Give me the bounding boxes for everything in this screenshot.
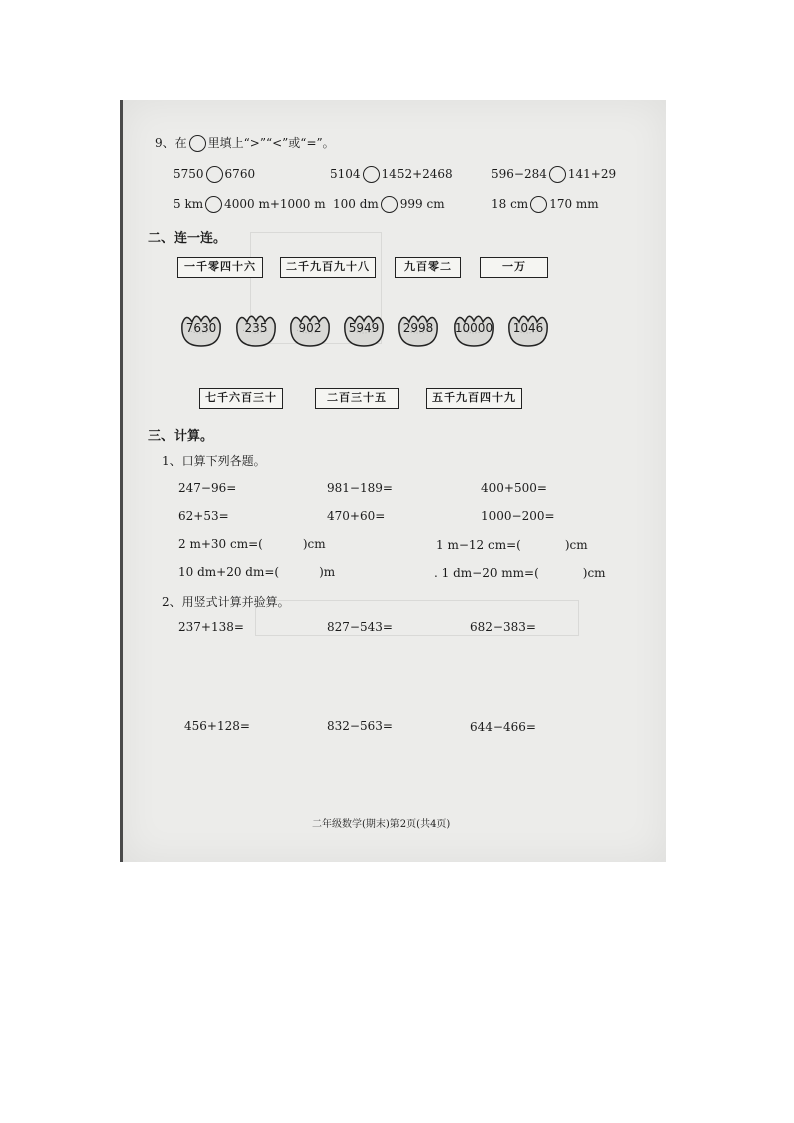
vertical-item: 237+138= [178,620,244,634]
compare-item [491,196,599,213]
q9-label: 9、 [155,136,175,150]
compare-right: 999 cm [399,197,445,211]
oral-item: 1000−200= [481,509,555,523]
subquestion-2: 2、用竖式计算并验算。 [162,595,290,609]
compare-item [173,166,255,183]
unit-item [178,537,326,551]
q9-instruction [155,134,335,152]
oral-item: 470+60= [327,509,386,523]
compare-right: 141+29 [567,167,617,181]
unit-item [434,566,606,580]
word-box[interactable]: 二千九百九十八 [280,257,376,278]
vertical-item: 644−466= [470,720,536,734]
circle-icon [189,135,206,152]
compare-circle[interactable] [206,166,223,183]
oral-item: 247−96= [178,481,237,495]
number-egg[interactable] [397,310,439,348]
section3-title: 三、计算。 [148,429,214,444]
vertical-item: 827−543= [327,620,393,634]
unit-expr: 10 dm+20 dm=( [178,565,280,579]
vertical-item: 682−383= [470,620,536,634]
word-box[interactable]: 九百零二 [395,257,461,278]
compare-circle[interactable] [363,166,380,183]
compare-left: 5750 [173,167,204,181]
unit-suffix: )cm [564,538,588,552]
vertical-item: 832−563= [327,719,393,733]
q9-instr-a: 在 [174,136,187,150]
compare-left: 5104 [330,167,361,181]
oral-item: 62+53= [178,509,229,523]
word-box[interactable]: 五千九百四十九 [426,388,522,409]
compare-left: 596−284 [491,167,547,181]
unit-expr: . 1 dm−20 mm=( [434,566,539,580]
number-egg[interactable] [235,310,277,348]
egg-number: 10000 [454,321,494,335]
compare-left: 100 dm [333,197,379,211]
egg-number: 2998 [402,321,434,335]
compare-right: 4000 m+1000 m [224,197,326,211]
compare-right: 6760 [224,167,256,181]
unit-suffix: )cm [582,566,606,580]
egg-number: 7630 [185,321,217,335]
compare-circle[interactable] [530,196,547,213]
compare-right: 170 mm [549,197,599,211]
number-egg[interactable] [180,310,222,348]
section2-title: 二、连一连。 [148,231,227,246]
oral-item: 981−189= [327,481,393,495]
egg-number: 235 [244,321,268,335]
egg-number: 5949 [348,321,380,335]
number-egg[interactable] [343,310,385,348]
q9-instr-b: 里填上“>”“<”或“=”。 [207,136,335,150]
unit-suffix: )cm [302,537,326,551]
unit-suffix: )m [319,565,336,579]
compare-item [333,196,445,213]
compare-right: 1452+2468 [381,167,453,181]
word-box[interactable]: 七千六百三十 [199,388,283,409]
compare-circle[interactable] [381,196,398,213]
subquestion-1: 1、口算下列各题。 [162,454,266,468]
word-box[interactable]: 一千零四十六 [177,257,263,278]
word-box[interactable]: 一万 [480,257,548,278]
oral-item: 400+500= [481,481,547,495]
vertical-item: 456+128= [184,719,250,733]
unit-item [178,565,335,579]
compare-item [491,166,616,183]
unit-expr: 1 m−12 cm=( [436,538,521,552]
word-box[interactable]: 二百三十五 [315,388,399,409]
page-footer: 二年级数学(期末)第2页(共4页) [312,819,451,830]
egg-number: 902 [298,321,322,335]
compare-circle[interactable] [549,166,566,183]
compare-left: 18 cm [491,197,529,211]
compare-item [173,196,326,213]
compare-circle[interactable] [205,196,222,213]
compare-left: 5 km [173,197,204,211]
number-egg[interactable] [289,310,331,348]
number-egg[interactable] [507,310,549,348]
egg-number: 1046 [512,321,544,335]
unit-expr: 2 m+30 cm=( [178,537,263,551]
compare-item [330,166,453,183]
unit-item [436,538,588,552]
number-egg[interactable] [453,310,495,348]
